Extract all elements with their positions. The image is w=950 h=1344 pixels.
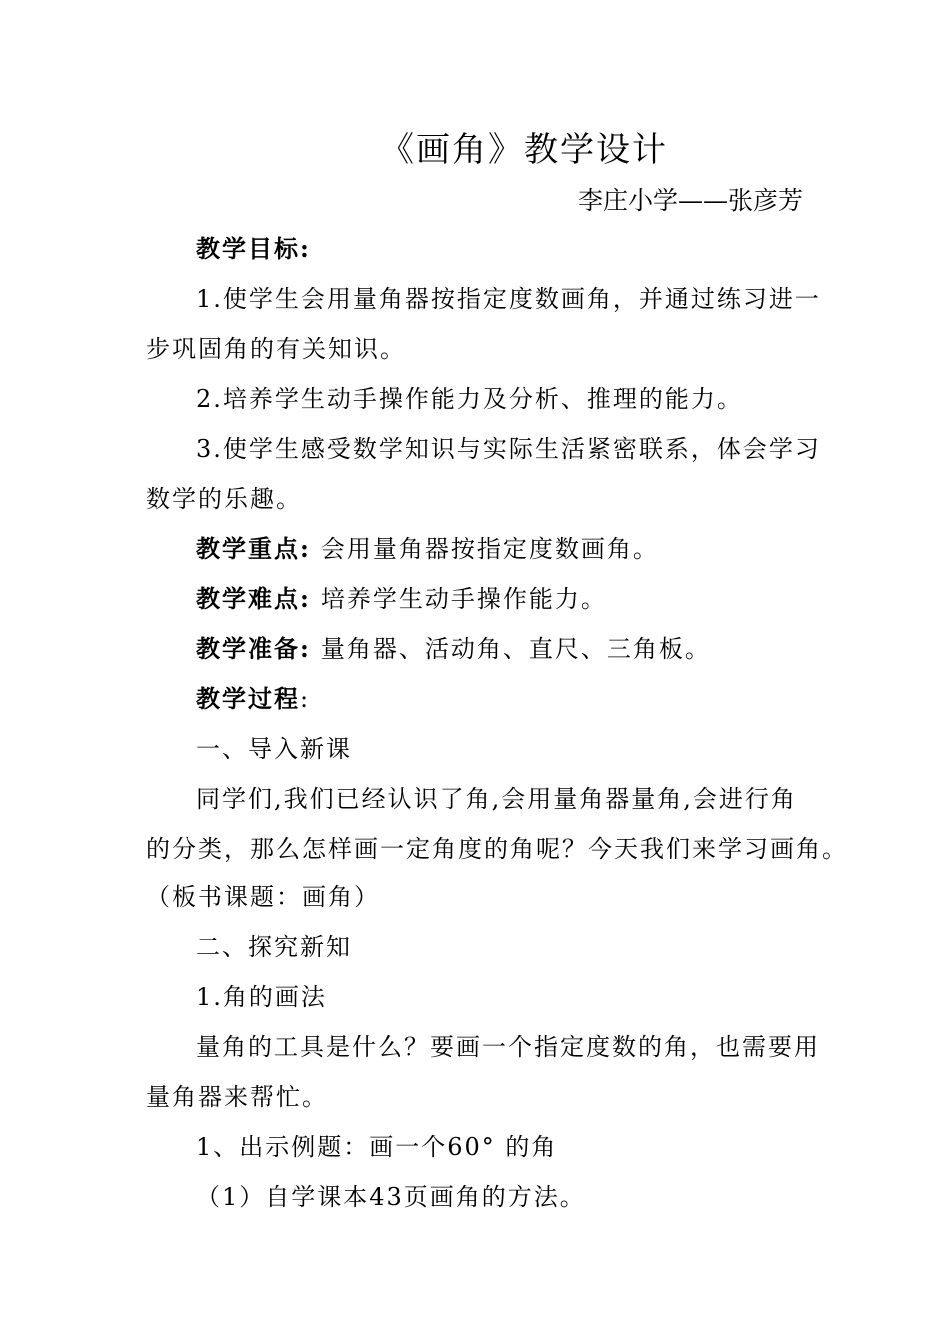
preparation-row — [196, 633, 711, 665]
objective-1-line-2: 步巩固角的有关知识。 — [146, 335, 406, 363]
preparation-text: 量角器、活动角、直尺、三角板。 — [320, 635, 711, 663]
key-point-row — [196, 533, 659, 565]
process-heading-row — [196, 683, 310, 715]
tool-line-1: 量角的工具是什么？要画一个指定度数的角，也需要用 — [196, 1033, 820, 1061]
self-study-line: （1）自学课本43页画角的方法。 — [196, 1183, 586, 1211]
key-point-label: 教学重点: — [196, 534, 311, 563]
document-author: 李庄小学——张彦芳 — [578, 186, 804, 215]
objective-3-line-2: 数学的乐趣。 — [146, 485, 302, 513]
objective-3-line-1: 3.使学生感受数学知识与实际生活紧密联系，体会学习 — [196, 435, 821, 463]
intro-line-1: 同学们,我们已经认识了角,会用量角器量角,会进行角 — [196, 785, 797, 813]
intro-line-2: 的分类，那么怎样画一定角度的角呢？今天我们来学习画角。 — [146, 835, 848, 863]
preparation-label: 教学准备: — [196, 634, 311, 663]
sub-heading-1: 1.角的画法 — [196, 983, 327, 1011]
objective-2: 2.培养学生动手操作能力及分析、推理的能力。 — [196, 385, 743, 413]
difficulty-row — [196, 583, 607, 615]
section-2-heading: 二、探究新知 — [196, 933, 352, 961]
document-title: 《画角》教学设计 — [380, 130, 668, 170]
intro-line-3: （板书课题：画角） — [146, 883, 380, 911]
process-colon: : — [300, 685, 311, 713]
difficulty-text: 培养学生动手操作能力。 — [320, 585, 607, 613]
objectives-heading: 教学目标: — [196, 234, 311, 263]
tool-line-2: 量角器来帮忙。 — [146, 1083, 328, 1111]
objective-1-line-1: 1.使学生会用量角器按指定度数画角，并通过练习进一 — [196, 285, 821, 313]
section-1-heading: 一、导入新课 — [196, 735, 352, 763]
difficulty-label: 教学难点: — [196, 584, 311, 613]
process-heading: 教学过程 — [196, 684, 300, 713]
example-line: 1、出示例题：画一个60° 的角 — [196, 1133, 558, 1161]
key-point-text: 会用量角器按指定度数画角。 — [320, 535, 659, 563]
